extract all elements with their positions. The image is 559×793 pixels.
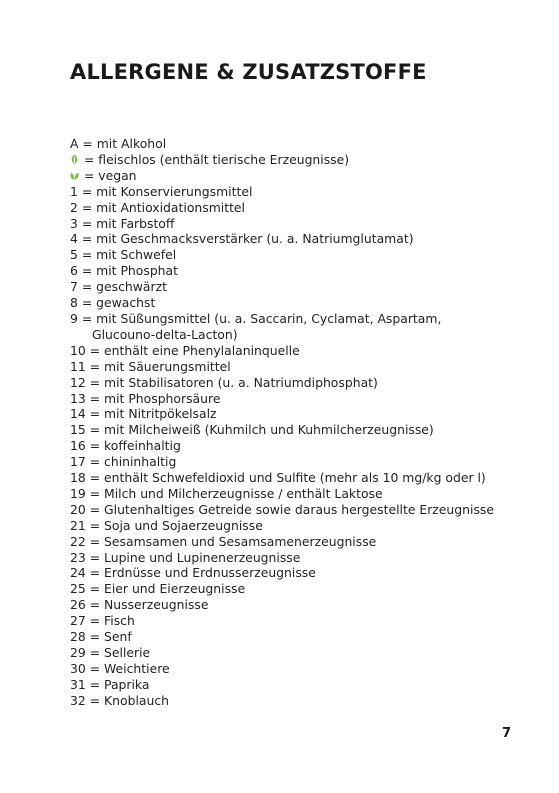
legend-item-text: 15 = mit Milcheiweiß (Kuhmilch und Kuhmilcherzeugnisse) [70, 422, 434, 438]
legend-item-text-continuation: Glucouno-delta-Lacton) [92, 326, 238, 342]
allergen-legend-list [70, 136, 494, 709]
legend-item-text: 25 = Eier und Eierzeugnisse [70, 581, 246, 597]
legend-item-text: 3 = mit Farbstoff [70, 215, 175, 231]
legend-item [70, 438, 494, 454]
legend-item-text: = fleischlos (enthält tierische Erzeugnisse) [80, 151, 350, 167]
legend-item-text: 23 = Lupine und Lupinenerzeugnisse [70, 549, 301, 565]
legend-item [70, 406, 494, 422]
legend-item [70, 677, 494, 693]
legend-item [70, 534, 494, 550]
vegetarian-leaf-icon [70, 153, 79, 164]
legend-item [70, 359, 494, 375]
legend-item [70, 263, 494, 279]
legend-item-text: 21 = Soja und Sojaerzeugnisse [70, 517, 263, 533]
legend-item-text: 30 = Weichtiere [70, 660, 170, 676]
legend-item-text: 10 = enthält eine Phenylalaninquelle [70, 342, 300, 358]
legend-item [70, 613, 494, 629]
legend-item [70, 645, 494, 661]
legend-item-text: 11 = mit Säuerungsmittel [70, 358, 231, 374]
legend-item-text: = vegan [80, 167, 137, 183]
legend-item [70, 216, 494, 232]
vegan-leaves-icon [70, 169, 79, 180]
legend-item-text: 8 = gewachst [70, 295, 156, 311]
legend-item-text: 4 = mit Geschmacksverstärker (u. a. Natriumglutamat) [70, 231, 414, 247]
legend-item [70, 597, 494, 613]
legend-item-text: 2 = mit Antioxidationsmittel [70, 199, 245, 215]
legend-item [70, 168, 494, 184]
legend-item [70, 565, 494, 581]
legend-item [70, 550, 494, 566]
legend-item-text: 29 = Sellerie [70, 645, 151, 660]
legend-item [70, 422, 494, 438]
legend-item [70, 247, 494, 263]
page-title: ALLERGENE & ZUSATZSTOFFE [70, 60, 427, 84]
legend-item-text: 17 = chininhaltig [70, 454, 177, 470]
legend-item [70, 581, 494, 597]
legend-item [70, 486, 494, 502]
legend-item-text: 24 = Erdnüsse und Erdnusserzeugnisse [70, 565, 316, 581]
legend-item [70, 375, 494, 391]
legend-item-text: 5 = mit Schwefel [70, 247, 177, 263]
legend-item-text: 26 = Nusserzeugnisse [70, 597, 209, 613]
legend-item-text: 13 = mit Phosphorsäure [70, 390, 221, 406]
legend-item [70, 693, 494, 709]
legend-item-text: A = mit Alkohol [70, 136, 167, 151]
legend-item [70, 629, 494, 645]
legend-item-text: 14 = mit Nitritpökelsalz [70, 406, 217, 422]
legend-item-text: 6 = mit Phosphat [70, 263, 178, 279]
legend-item-text: 27 = Fisch [70, 613, 135, 629]
page-number: 7 [501, 726, 511, 741]
legend-item [70, 136, 494, 152]
legend-item [70, 311, 494, 343]
legend-item-text: 18 = enthält Schwefeldioxid und Sulfite (mehr als 10 mg/kg oder l) [70, 470, 486, 486]
legend-item-text: 1 = mit Konservierungsmittel [70, 183, 253, 199]
legend-item-text: 19 = Milch und Milcherzeugnisse / enthält Laktose [70, 485, 383, 501]
legend-item [70, 343, 494, 359]
legend-item [70, 231, 494, 247]
legend-item-text: 7 = geschwärzt [70, 279, 167, 295]
legend-item-text: 12 = mit Stabilisatoren (u. a. Natriumdiphosphat) [70, 374, 378, 390]
legend-item [70, 184, 494, 200]
legend-item [70, 661, 494, 677]
legend-item-text: 31 = Paprika [70, 676, 150, 692]
legend-item [70, 470, 494, 486]
legend-item-text: 9 = mit Süßungsmittel (u. a. Saccarin, Cyclamat, Aspartam, [70, 310, 442, 326]
legend-item-text: 32 = Knoblauch [70, 692, 170, 708]
legend-item-text: 16 = koffeinhaltig [70, 438, 181, 454]
legend-item [70, 295, 494, 311]
legend-item-text: 22 = Sesamsamen und Sesamsamenerzeugnisse [70, 533, 377, 549]
legend-item [70, 502, 494, 518]
legend-item [70, 454, 494, 470]
legend-item [70, 200, 494, 216]
legend-item-text: 20 = Glutenhaltiges Getreide sowie daraus hergestellte Erzeugnisse [70, 501, 494, 517]
legend-item [70, 518, 494, 534]
legend-item-text: 28 = Senf [70, 629, 132, 645]
legend-item [70, 391, 494, 407]
legend-item [70, 279, 494, 295]
legend-item [70, 152, 494, 168]
